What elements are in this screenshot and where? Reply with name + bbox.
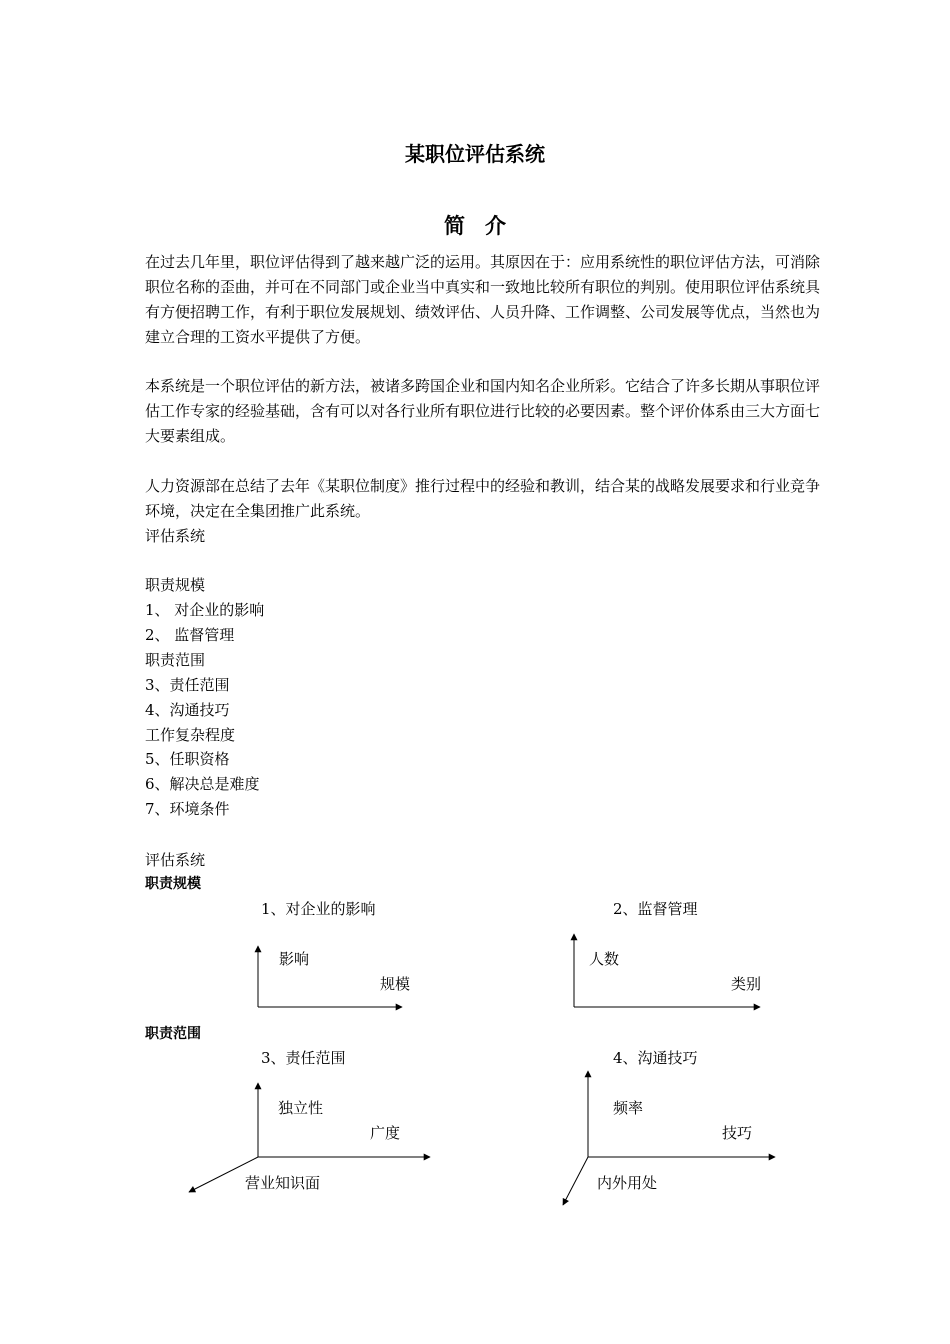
list-line: 1、 对企业的影响 [145,601,265,619]
diagram-3-x-label: 广度 [370,1124,401,1142]
intro-paragraph-1: 在过去几年里，职位评估得到了越来越广泛的运用。其原因在于：应用系统性的职位评估方法，可消除职位名称的歪曲，并可在不同部门或企业当中真实和一致地比较所有职位的判别。使用职位评估系统具有方便招聘工作，有利于职位发展规划、绩效评估、人员升降、工作调整、公司发展等优点，当然也为建立合理的工资水平提供了方便。 [145,253,821,346]
diagram-3-title: 3、责任范围 [261,1049,346,1067]
diagram-4-y-label: 频率 [613,1099,644,1117]
diagram-3-y-label: 独立性 [278,1099,324,1117]
diagram-1-x-label: 规模 [380,975,411,993]
intro-heading: 简介 [444,214,526,238]
diagram-2-axes [574,934,760,1007]
diagram-4-title: 4、沟通技巧 [613,1049,698,1067]
diagram-2-x-label: 类别 [731,975,762,993]
list-line: 5、任职资格 [145,750,230,768]
section-heading-scope: 职责范围 [145,1026,201,1042]
diagram-4-z-label: 内外用处 [597,1174,658,1192]
list-line: 工作复杂程度 [145,726,236,744]
diagram-2-y-label: 人数 [589,950,620,968]
document-title: 某职位评估系统 [405,142,545,166]
diagram-4-x-label: 技巧 [722,1124,753,1142]
diagram-heading: 评估系统 [145,851,206,869]
diagram-1-y-label: 影响 [279,950,310,968]
list-line: 职责范围 [145,651,206,669]
list-line: 7、环境条件 [145,800,230,818]
list-line: 职责规模 [145,576,206,594]
section-heading-scale: 职责规模 [145,876,201,892]
list-line: 4、沟通技巧 [145,701,230,719]
intro-paragraph-3: 人力资源部在总结了去年《某职位制度》推行过程中的经验和教训，结合某的战略发展要求和行业竞争环境，决定在全集团推广此系统。 [145,477,821,520]
diagram-2-title: 2、监督管理 [613,900,698,918]
list-line: 2、 监督管理 [145,626,235,644]
list-line: 6、解决总是难度 [145,775,260,793]
list-heading: 评估系统 [145,527,206,545]
diagram-3-z-label: 营业知识面 [245,1174,321,1192]
intro-paragraph-2: 本系统是一个职位评估的新方法，被诸多跨国企业和国内知名企业所彩。它结合了许多长期从事职位评估工作专家的经验基础，含有可以对各行业所有职位进行比较的必要因素。整个评价体系由三大方面七大要素组成。 [145,377,821,445]
diagram-1-title: 1、对企业的影响 [261,900,376,918]
list-line: 3、责任范围 [145,676,230,694]
